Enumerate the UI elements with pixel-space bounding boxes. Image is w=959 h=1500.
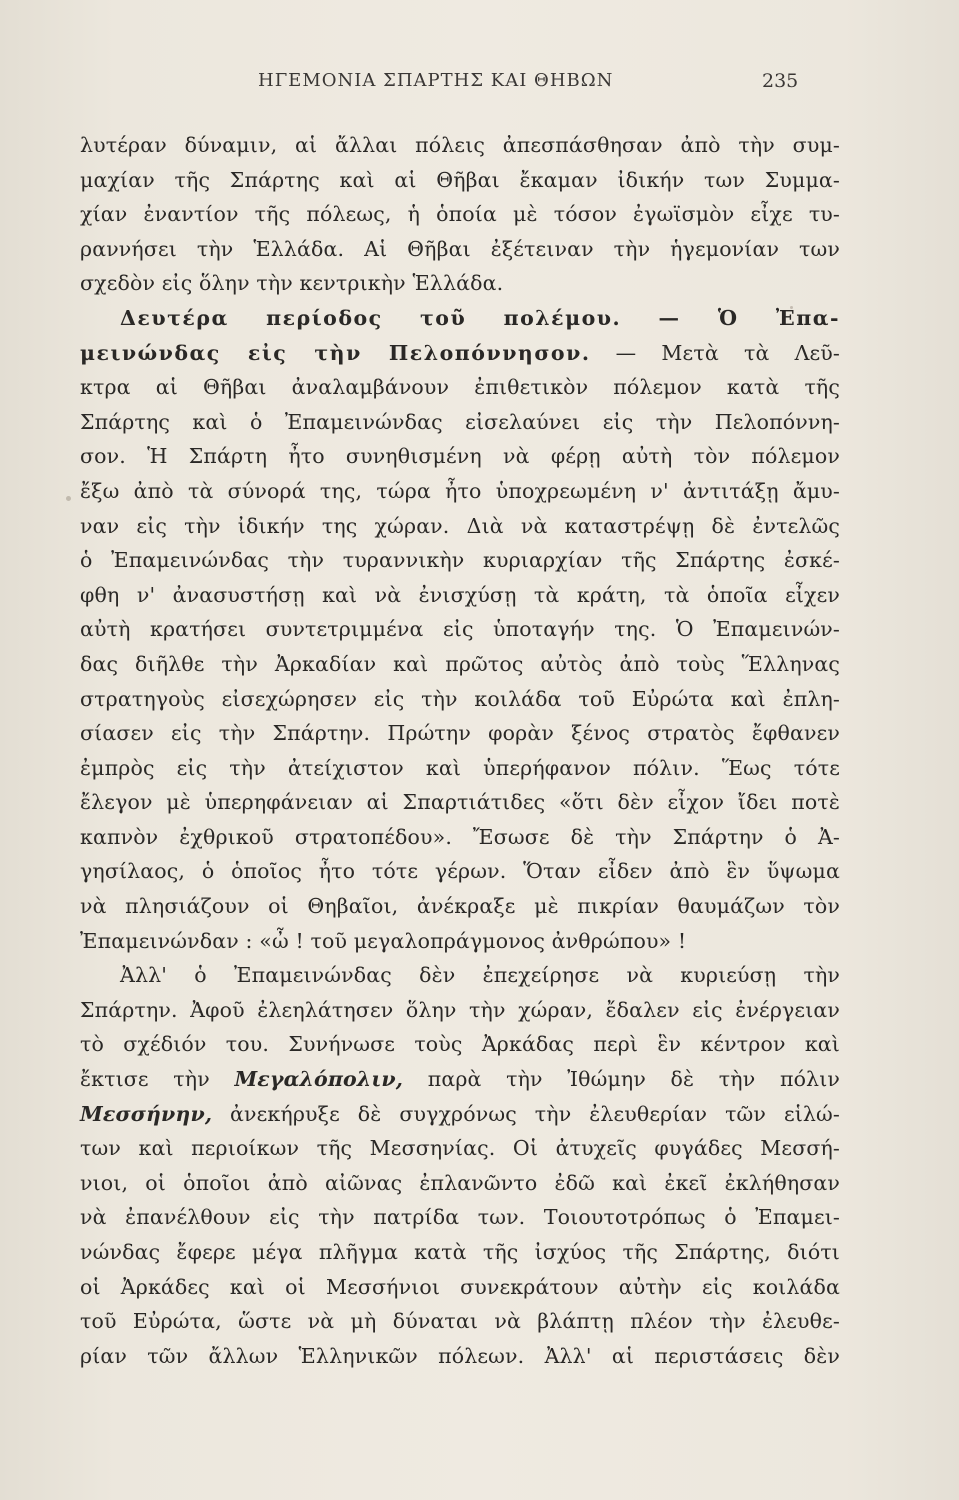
text-line: γησίλαος, ὁ ὁποῖος ἦτο τότε γέρων. Ὅταν εἶδεν ἀπὸ ἓν ὕψωμα xyxy=(80,859,840,884)
text-line: χίαν ἐναντίον τῆς πόλεως, ἡ ὁποία μὲ τόσον ἐγωϊσμὸν εἶχε τυ- xyxy=(80,202,840,227)
page-header xyxy=(0,70,959,100)
page-number: 235 xyxy=(762,70,799,92)
running-head: ΗΓΕΜΟΝΙΑ ΣΠΑΡΤΗΣ ΚΑΙ ΘΗΒΩΝ xyxy=(258,70,614,91)
text-line: νώνδας ἔφερε μέγα πλῆγμα κατὰ τῆς ἰσχύος τῆς Σπάρτης, διότι xyxy=(80,1240,840,1264)
section-heading-continued: μεινώνδας εἰς τὴν Πελοπόννησον. xyxy=(80,340,591,365)
text-run: ἀνεκήρυξε δὲ συγχρόνως τὴν ἐλευθερίαν τῶν εἱλώ- xyxy=(212,1101,840,1126)
text-line: ὁ Ἐπαμεινώνδας τὴν τυραννικὴν κυριαρχίαν τῆς Σπάρτης ἐσκέ- xyxy=(80,548,840,573)
text-line: Ἀλλ' ὁ Ἐπαμεινώνδας δὲν ἐπεχείρησε νὰ κυριεύσῃ τὴν xyxy=(120,963,840,988)
text-line xyxy=(80,1097,840,1132)
text-line: αὐτὴ κρατήσει συντετριμμένα εἰς ὑποταγήν της. Ὁ Ἐπαμεινών- xyxy=(80,617,840,642)
text-run: — Μετὰ τὰ Λεῦ- xyxy=(590,340,840,365)
text-line: λυτέραν δύναμιν, αἱ ἄλλαι πόλεις ἀπεσπάσθησαν ἀπὸ τὴν συμ- xyxy=(80,133,840,157)
text-line: ἔξω ἀπὸ τὰ σύνορά της, τώρα ἦτο ὑποχρεωμένη ν' ἀντιτάξῃ ἄμυ- xyxy=(80,478,840,503)
section-heading: Δευτέρα περίοδος τοῦ πολέμου. — Ὁ Ἐπα- xyxy=(120,305,840,330)
text-line: οἱ Ἀρκάδες καὶ οἱ Μεσσήνιοι συνεκράτουν αὐτὴν εἰς κοιλάδα xyxy=(80,1274,840,1299)
text-line: Ἐπαμεινώνδαν : «ὦ ! τοῦ μεγαλοπράγμονος ἀνθρώπου» ! xyxy=(80,928,687,953)
text-line: στρατηγοὺς εἰσεχώρησεν εἰς τὴν κοιλάδα τοῦ Εὐρώτα καὶ ἐπλη- xyxy=(80,686,840,711)
text-line: ρίαν τῶν ἄλλων Ἑλληνικῶν πόλεων. Ἀλλ' αἱ περιστάσεις δὲν xyxy=(80,1343,840,1368)
text-line: καπνὸν ἐχθρικοῦ στρατοπέδου». Ἔσωσε δὲ τὴν Σπάρτην ὁ Ἀ- xyxy=(80,824,840,849)
text-line: Σπάρτης καὶ ὁ Ἐπαμεινώνδας εἰσελαύνει εἰς τὴν Πελοπόννη- xyxy=(80,409,840,434)
text-line: σχεδὸν εἰς ὅλην τὴν κεντρικὴν Ἑλλάδα. xyxy=(80,271,504,296)
text-run: ἔκτισε τὴν xyxy=(80,1067,235,1092)
text-line: Σπάρτην. Ἀφοῦ ἐλεηλάτησεν ὅλην τὴν χώραν, ἔδαλεν εἰς ἐνέργειαν xyxy=(80,997,840,1022)
text-line: ἔλεγον μὲ ὑπερηφάνειαν αἱ Σπαρτιάτιδες «ὅτι δὲν εἶχον ἴδει ποτὲ xyxy=(80,790,840,815)
text-run: παρὰ τὴν Ἰθώμην δὲ τὴν πόλιν xyxy=(403,1067,840,1092)
text-line: νὰ πλησιάζουν οἱ Θηβαῖοι, ἀνέκραξε μὲ πικρίαν θαυμάζων τὸν xyxy=(80,894,840,919)
text-line: μαχίαν τῆς Σπάρτης καὶ αἱ Θῆβαι ἔκαμαν ἰδικήν των Συμμα- xyxy=(80,167,840,192)
text-line: φθη ν' ἀνασυστήσῃ καὶ νὰ ἐνισχύσῃ τὰ κράτη, τὰ ὁποῖα εἶχεν xyxy=(80,582,840,607)
text-line: ναν εἰς τὴν ἰδικήν της χώραν. Διὰ νὰ καταστρέψῃ δὲ ἐντελῶς xyxy=(80,513,840,538)
text-line: νὰ ἐπανέλθουν εἰς τὴν πατρίδα των. Τοιουτοτρόπως ὁ Ἐπαμει- xyxy=(80,1205,840,1230)
place-name-megalopolis: Μεγαλόπολιν, xyxy=(234,1067,404,1092)
text-line: τοῦ Εὐρώτα, ὥστε νὰ μὴ δύναται νὰ βλάπτῃ πλέον τὴν ἐλευθε- xyxy=(80,1309,840,1334)
text-line: ραννήσει τὴν Ἑλλάδα. Αἱ Θῆβαι ἐξέτειναν τὴν ἡγεμονίαν των xyxy=(80,236,840,261)
text-line: δας διῆλθε τὴν Ἀρκαδίαν καὶ πρῶτος αὐτὸς ἀπὸ τοὺς Ἕλληνας xyxy=(80,651,840,676)
body-text xyxy=(80,128,840,1373)
text-line: σίασεν εἰς τὴν Σπάρτην. Πρώτην φορὰν ξένος στρατὸς ἔφθανεν xyxy=(80,721,840,746)
text-line: τὸ σχέδιόν του. Συνήνωσε τοὺς Ἀρκάδας περὶ ἓν κέντρον καὶ xyxy=(80,1032,840,1057)
ink-speck xyxy=(790,306,793,309)
text-line: σον. Ἡ Σπάρτη ἦτο συνηθισμένη νὰ φέρῃ αὐτὴ τὸν πόλεμον xyxy=(80,444,840,469)
text-line: των καὶ περιοίκων τῆς Μεσσηνίας. Οἱ ἀτυχεῖς φυγάδες Μεσσή- xyxy=(80,1136,840,1161)
ink-speck xyxy=(66,496,71,501)
text-line xyxy=(80,336,840,371)
text-line: κτρα αἱ Θῆβαι ἀναλαμβάνουν ἐπιθετικὸν πόλεμον κατὰ τῆς xyxy=(80,375,840,400)
text-line: νιοι, οἱ ὁποῖοι ἀπὸ αἰῶνας ἐπλανῶντο ἐδῶ καὶ ἐκεῖ ἐκλήθησαν xyxy=(80,1170,840,1195)
text-line: ἐμπρὸς εἰς τὴν ἀτείχιστον καὶ ὑπερήφανον πόλιν. Ἕως τότε xyxy=(80,755,840,780)
text-line xyxy=(80,1062,840,1097)
place-name-messene: Μεσσήνην, xyxy=(80,1101,213,1126)
